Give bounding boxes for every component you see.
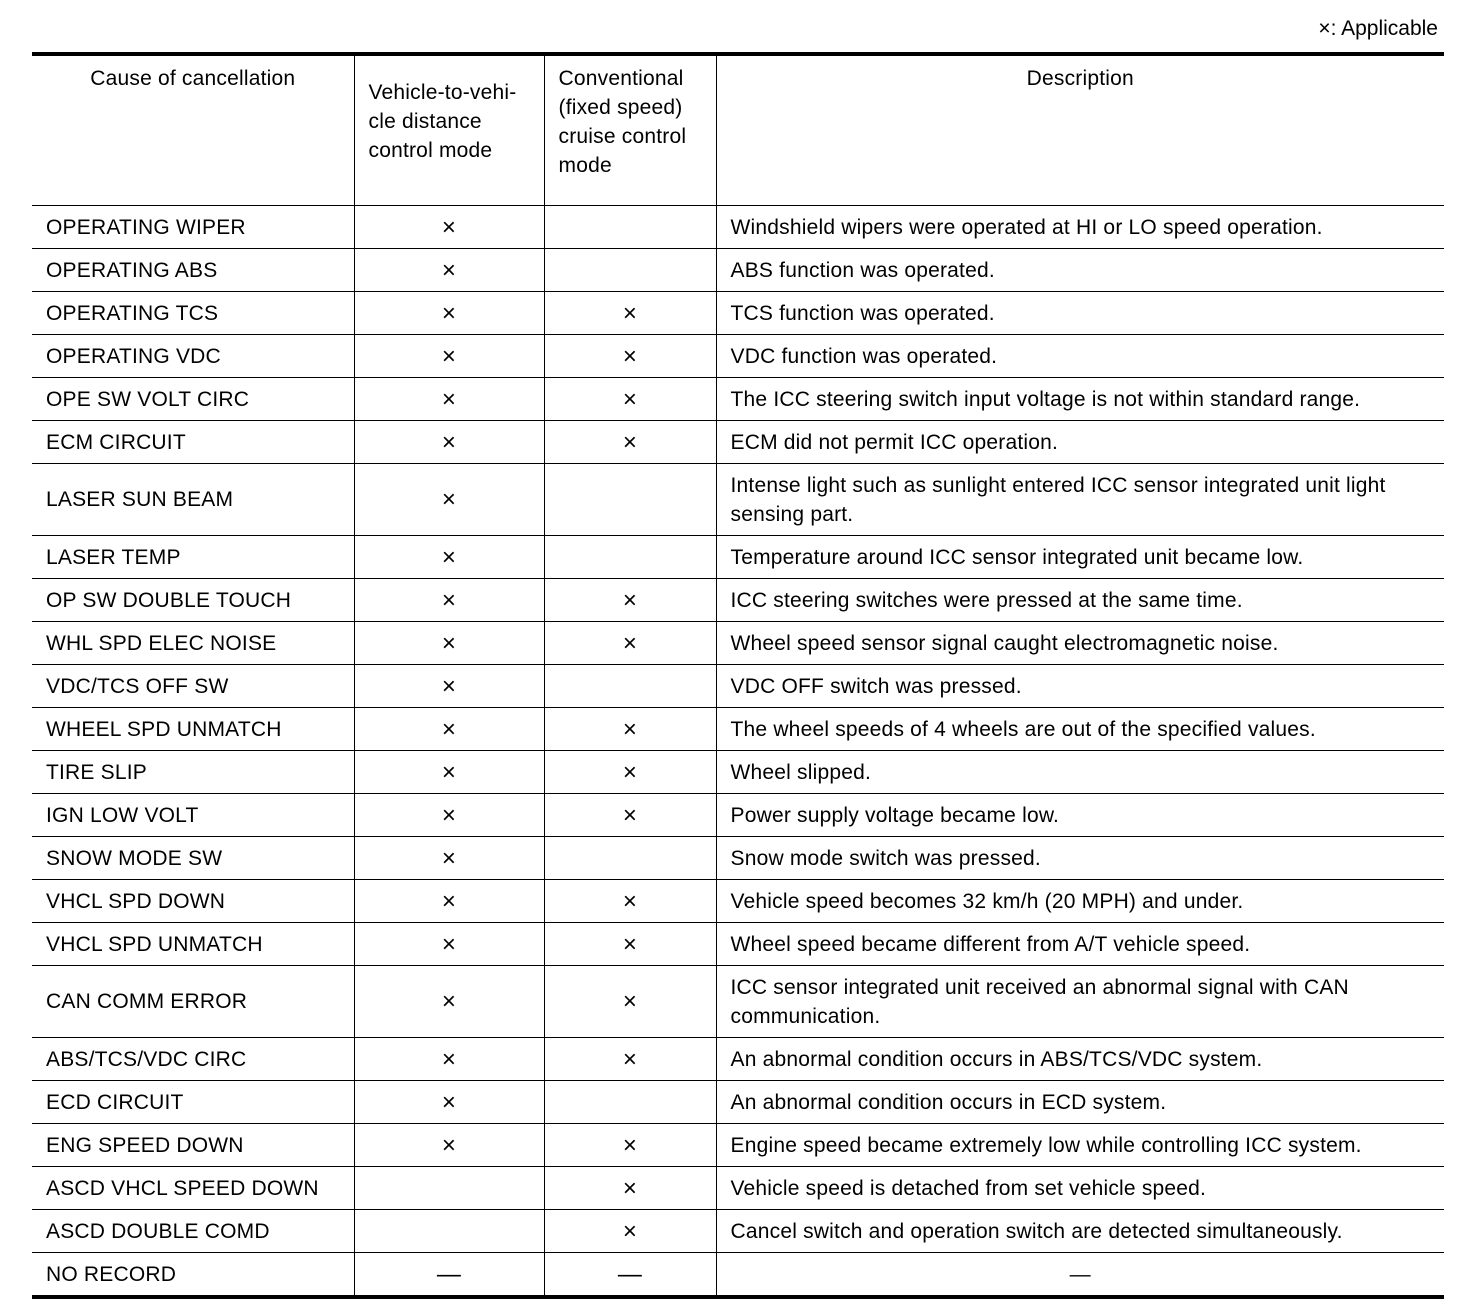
cause-cell: IGN LOW VOLT — [32, 794, 354, 837]
table-row — [32, 708, 1444, 751]
table-row — [32, 464, 1444, 536]
table-row — [32, 1124, 1444, 1167]
distance-mode-mark: × — [354, 622, 544, 665]
description-cell: ABS function was operated. — [716, 249, 1444, 292]
header-conventional-mode: Conventional (fixed speed) cruise control mode — [544, 54, 716, 206]
conventional-mode-mark: × — [544, 1038, 716, 1081]
conventional-mode-mark — [544, 536, 716, 579]
conventional-mode-mark: × — [544, 1167, 716, 1210]
description-cell: An abnormal condition occurs in ECD system. — [716, 1081, 1444, 1124]
distance-mode-mark: × — [354, 880, 544, 923]
table-row — [32, 206, 1444, 249]
cause-cell: OP SW DOUBLE TOUCH — [32, 579, 354, 622]
table-row — [32, 1167, 1444, 1210]
distance-mode-mark: × — [354, 292, 544, 335]
description-cell: Engine speed became extremely low while controlling ICC system. — [716, 1124, 1444, 1167]
table-row — [32, 536, 1444, 579]
distance-mode-mark — [354, 1167, 544, 1210]
conventional-mode-mark: × — [544, 1210, 716, 1253]
cause-cell: ECM CIRCUIT — [32, 421, 354, 464]
table-row — [32, 249, 1444, 292]
distance-mode-mark: × — [354, 837, 544, 880]
conventional-mode-mark: × — [544, 966, 716, 1038]
cause-cell: NO RECORD — [32, 1253, 354, 1298]
description-cell: The wheel speeds of 4 wheels are out of the specified values. — [716, 708, 1444, 751]
cause-cell: ASCD DOUBLE COMD — [32, 1210, 354, 1253]
conventional-mode-mark: × — [544, 880, 716, 923]
conventional-mode-mark — [544, 1081, 716, 1124]
conventional-mode-mark: × — [544, 794, 716, 837]
description-cell: — — [1069, 1262, 1091, 1286]
distance-mode-mark: × — [354, 378, 544, 421]
table-row — [32, 966, 1444, 1038]
distance-mode-mark: × — [354, 751, 544, 794]
table-row — [32, 622, 1444, 665]
table-row — [32, 335, 1444, 378]
distance-mode-mark: × — [354, 464, 544, 536]
header-cause: Cause of cancellation — [32, 54, 354, 206]
conventional-mode-mark — [544, 837, 716, 880]
table-row — [32, 292, 1444, 335]
cause-cell: LASER TEMP — [32, 536, 354, 579]
conventional-mode-mark: × — [544, 708, 716, 751]
cause-cell: LASER SUN BEAM — [32, 464, 354, 536]
cause-cell: ASCD VHCL SPEED DOWN — [32, 1167, 354, 1210]
table-row — [32, 1038, 1444, 1081]
conventional-mode-mark — [544, 665, 716, 708]
cancellation-cause-table — [32, 52, 1444, 1299]
conventional-mode-mark: × — [544, 292, 716, 335]
conventional-mode-mark: — — [544, 1253, 716, 1298]
description-cell: Wheel speed became different from A/T vehicle speed. — [716, 923, 1444, 966]
cause-cell: OPERATING VDC — [32, 335, 354, 378]
cause-cell: ABS/TCS/VDC CIRC — [32, 1038, 354, 1081]
table-row — [32, 1210, 1444, 1253]
table-row — [32, 923, 1444, 966]
distance-mode-mark: × — [354, 665, 544, 708]
description-cell: Vehicle speed is detached from set vehicle speed. — [716, 1167, 1444, 1210]
description-cell: Vehicle speed becomes 32 km/h (20 MPH) and under. — [716, 880, 1444, 923]
table-row — [32, 665, 1444, 708]
cause-cell: VHCL SPD UNMATCH — [32, 923, 354, 966]
header-distance-mode: Vehicle-to-vehi- cle distance control mode — [354, 54, 544, 206]
cause-cell: SNOW MODE SW — [32, 837, 354, 880]
conventional-mode-mark — [544, 249, 716, 292]
description-cell: Cancel switch and operation switch are detected simultaneously. — [716, 1210, 1444, 1253]
distance-mode-mark: × — [354, 923, 544, 966]
table-row — [32, 880, 1444, 923]
distance-mode-mark: × — [354, 966, 544, 1038]
conventional-mode-mark: × — [544, 579, 716, 622]
header-description: Description — [716, 54, 1444, 206]
description-cell: ECM did not permit ICC operation. — [716, 421, 1444, 464]
cause-cell: OPERATING TCS — [32, 292, 354, 335]
distance-mode-mark: × — [354, 579, 544, 622]
table-row — [32, 794, 1444, 837]
table-row — [32, 1081, 1444, 1124]
description-cell: An abnormal condition occurs in ABS/TCS/VDC system. — [716, 1038, 1444, 1081]
cause-cell: OPE SW VOLT CIRC — [32, 378, 354, 421]
cause-cell: VHCL SPD DOWN — [32, 880, 354, 923]
table-row — [32, 837, 1444, 880]
distance-mode-mark: × — [354, 536, 544, 579]
description-cell: ICC steering switches were pressed at the same time. — [716, 579, 1444, 622]
table-row — [32, 378, 1444, 421]
distance-mode-mark: × — [354, 249, 544, 292]
conventional-mode-mark: × — [544, 1124, 716, 1167]
conventional-mode-mark: × — [544, 421, 716, 464]
cause-cell: ENG SPEED DOWN — [32, 1124, 354, 1167]
cause-cell: VDC/TCS OFF SW — [32, 665, 354, 708]
applicable-legend: ×: Applicable — [1318, 17, 1438, 40]
conventional-mode-mark: × — [544, 622, 716, 665]
table-row — [32, 751, 1444, 794]
description-cell: Intense light such as sunlight entered ICC sensor integrated unit light sensing part. — [716, 464, 1444, 536]
cause-cell: TIRE SLIP — [32, 751, 354, 794]
conventional-mode-mark — [544, 206, 716, 249]
table-header-row — [32, 54, 1444, 206]
description-cell: ICC sensor integrated unit received an abnormal signal with CAN communication. — [716, 966, 1444, 1038]
description-cell: The ICC steering switch input voltage is not within standard range. — [716, 378, 1444, 421]
cause-cell: CAN COMM ERROR — [32, 966, 354, 1038]
description-cell: Temperature around ICC sensor integrated unit became low. — [716, 536, 1444, 579]
cause-cell: OPERATING WIPER — [32, 206, 354, 249]
distance-mode-mark: × — [354, 421, 544, 464]
distance-mode-mark: × — [354, 206, 544, 249]
description-cell: Wheel speed sensor signal caught electromagnetic noise. — [716, 622, 1444, 665]
conventional-mode-mark: × — [544, 923, 716, 966]
table-row — [32, 421, 1444, 464]
conventional-mode-mark: × — [544, 751, 716, 794]
table-body — [32, 206, 1444, 1298]
description-cell: TCS function was operated. — [716, 292, 1444, 335]
description-cell: VDC OFF switch was pressed. — [716, 665, 1444, 708]
distance-mode-mark: × — [354, 1124, 544, 1167]
description-cell: Snow mode switch was pressed. — [716, 837, 1444, 880]
distance-mode-mark: × — [354, 1038, 544, 1081]
distance-mode-mark — [354, 1210, 544, 1253]
distance-mode-mark: — — [354, 1253, 544, 1298]
distance-mode-mark: × — [354, 1081, 544, 1124]
description-cell: Power supply voltage became low. — [716, 794, 1444, 837]
conventional-mode-mark: × — [544, 335, 716, 378]
table-row — [32, 1253, 1444, 1298]
conventional-mode-mark — [544, 464, 716, 536]
distance-mode-mark: × — [354, 335, 544, 378]
distance-mode-mark: × — [354, 794, 544, 837]
description-cell: VDC function was operated. — [716, 335, 1444, 378]
table-row — [32, 579, 1444, 622]
cause-cell: WHEEL SPD UNMATCH — [32, 708, 354, 751]
cause-cell: OPERATING ABS — [32, 249, 354, 292]
cause-cell: WHL SPD ELEC NOISE — [32, 622, 354, 665]
description-cell: Windshield wipers were operated at HI or LO speed operation. — [716, 206, 1444, 249]
cause-cell: ECD CIRCUIT — [32, 1081, 354, 1124]
conventional-mode-mark: × — [544, 378, 716, 421]
distance-mode-mark: × — [354, 708, 544, 751]
description-cell: Wheel slipped. — [716, 751, 1444, 794]
